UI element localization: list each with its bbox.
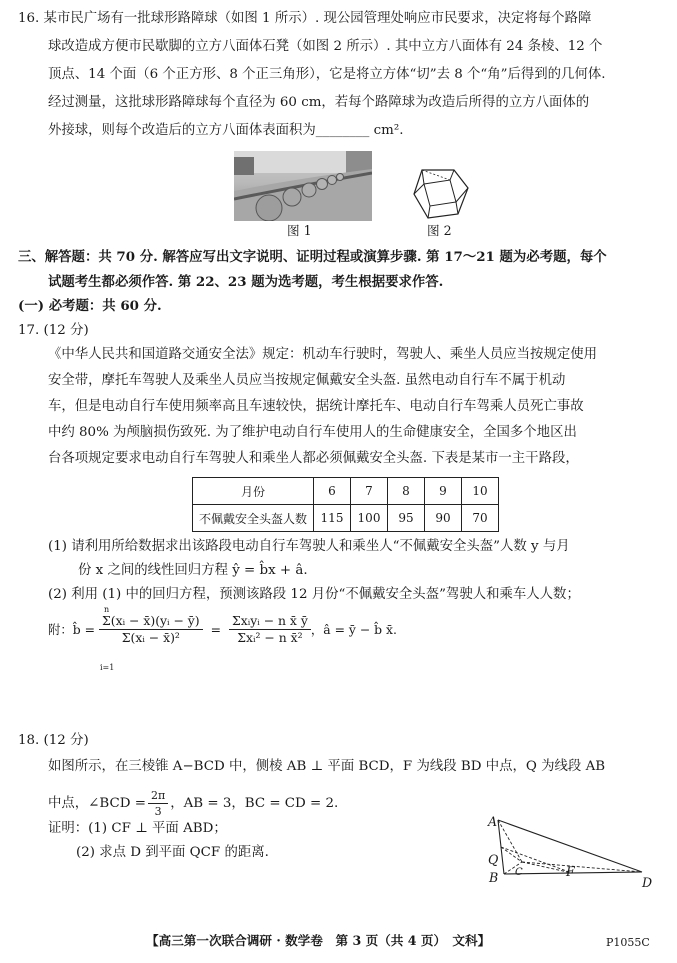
formula-fraction-2: [229, 615, 311, 645]
q16-line-4: 经过测量，这批球形路障球每个直径为 60 cm，若每个路障球为改造后所得的立方八面体的: [48, 95, 590, 110]
q17-line-1: 《中华人民共和国道路交通安全法》规定：机动车行驶时，驾驶人、乘坐人员应当按规定使用: [48, 347, 598, 362]
regression-formula: [48, 615, 397, 645]
formula-prefix: 附：b̂ =: [48, 621, 96, 637]
helmet-stats-table: [192, 477, 499, 532]
figure-2-caption: 图 2: [427, 223, 452, 238]
q16-line-1: 16. 某市民广场有一批球形路障球（如图 1 所示）. 现公园管理处响应市民要求，决定将每个路障: [18, 11, 592, 26]
label-D: D: [642, 875, 653, 890]
page-footer: 【高三第一次联合调研 · 数学卷 第 3 页（共 4 页） 文科】: [146, 933, 491, 948]
q17-part-2: (2) 利用 (1) 中的回归方程，预测该路段 12 月份“不佩戴安全头盔”驾驶人和乘车人人数；: [48, 587, 580, 602]
formula-fraction-1: [99, 615, 203, 645]
formula-1-numerator: Σ(xᵢ − x̄)(yᵢ − ȳ): [99, 615, 203, 630]
sum-index-top: n: [104, 605, 110, 614]
table-cell: 95: [388, 505, 425, 532]
q18-proof-1: 证明：(1) CF ⊥ 平面 ABD；: [48, 821, 227, 836]
table-cell-month-label: 月份: [193, 478, 314, 505]
section-3-line-1: 三、解答题：共 70 分. 解答应写出文字说明、证明过程或演算步骤. 第 17～21 题为必考题，每个: [18, 249, 607, 265]
figure-1-caption: 图 1: [287, 223, 312, 238]
table-cell-count-label: 不佩戴安全头盔人数: [193, 505, 314, 532]
table-cell: 6: [314, 478, 351, 505]
table-cell: 7: [351, 478, 388, 505]
label-C: C: [515, 867, 523, 878]
q18-conditions: ，AB = 3，BC = CD = 2.: [170, 795, 339, 811]
formula-equals: =: [210, 621, 222, 637]
q18-angle-numerator: 2π: [148, 790, 168, 804]
table-cell: 9: [425, 478, 462, 505]
sum-index-bottom: i=1: [100, 663, 115, 672]
q17-line-2: 安全带，摩托车驾驶人及乘坐人员应当按规定佩戴安全头盔. 虽然电动自行车不属于机动: [48, 373, 566, 388]
table-cell: 115: [314, 505, 351, 532]
table-row: [193, 478, 499, 505]
figure-2-cuboctahedron: [410, 166, 472, 222]
label-F: F: [566, 864, 575, 879]
q17-header: 17. (12 分): [18, 323, 89, 338]
figure-1-photo: [234, 151, 372, 221]
label-Q: Q: [488, 852, 499, 867]
table-cell: 90: [425, 505, 462, 532]
q17-line-3: 车，但是电动自行车使用频率高且车速较快，据统计摩托车、电动自行车驾乘人员死亡事故: [48, 399, 584, 414]
table-cell: 100: [351, 505, 388, 532]
q17-part-1a: (1) 请利用所给数据求出该路段电动自行车驾驶人和乘坐人“不佩戴安全头盔”人数 y 与月: [48, 539, 570, 554]
table-row: [193, 505, 499, 532]
q18-angle-text: 中点，∠BCD =: [48, 795, 146, 811]
table-cell: 70: [462, 505, 499, 532]
page-code: P1055C: [606, 936, 650, 949]
q17-line-4: 中约 80% 为颅脑损伤致死. 为了维护电动自行车使用人的生命健康安全，全国多个地区出: [48, 425, 577, 440]
table-cell: 8: [388, 478, 425, 505]
table-cell: 10: [462, 478, 499, 505]
q17-line-5: 台各项规定要求电动自行车驾驶人和乘坐人都必须佩戴安全头盔. 下表是某市一主干路段，: [48, 451, 579, 466]
q16-line-2: 球改造成方便市民歇脚的立方八面体石凳（如图 2 所示）. 其中立方八面体有 24 条棱、12 个: [48, 39, 603, 54]
q18-header: 18. (12 分): [18, 733, 89, 748]
formula-1-denominator: Σ(xᵢ − x̄)²: [121, 630, 180, 646]
q18-proof-2: (2) 求点 D 到平面 QCF 的距离.: [76, 845, 269, 860]
section-3-subheading: (一) 必考题：共 60 分.: [18, 298, 162, 314]
formula-tail: ，â = ȳ − b̂ x̄.: [310, 621, 397, 637]
formula-2-numerator: Σxᵢyᵢ − n x̄ ȳ: [229, 615, 311, 630]
label-A: A: [488, 814, 498, 829]
q18-angle-denominator: 3: [154, 805, 162, 818]
q18-line-1: 如图所示，在三棱锥 A−BCD 中，侧棱 AB ⊥ 平面 BCD，F 为线段 BD 中点，Q 为线段 AB: [48, 759, 606, 774]
q17-part-1b: 份 x 之间的线性回归方程 ŷ = b̂x + â.: [78, 563, 308, 578]
section-3-line-2: 试题考生都必须作答. 第 22、23 题为选考题，考生根据要求作答.: [48, 274, 444, 290]
formula-2-denominator: Σxᵢ² − n x̄²: [237, 630, 303, 646]
label-B: B: [489, 870, 499, 885]
q16-line-3: 顶点、14 个面（6 个正方形、8 个正三角形），它是将立方体“切”去 8 个“角”后得到的几何体.: [48, 67, 606, 82]
q18-angle-fraction: [148, 790, 168, 817]
q16-line-5: 外接球，则每个改造后的立方八面体表面积为________ cm².: [48, 123, 404, 138]
q18-line-2: [48, 790, 338, 817]
